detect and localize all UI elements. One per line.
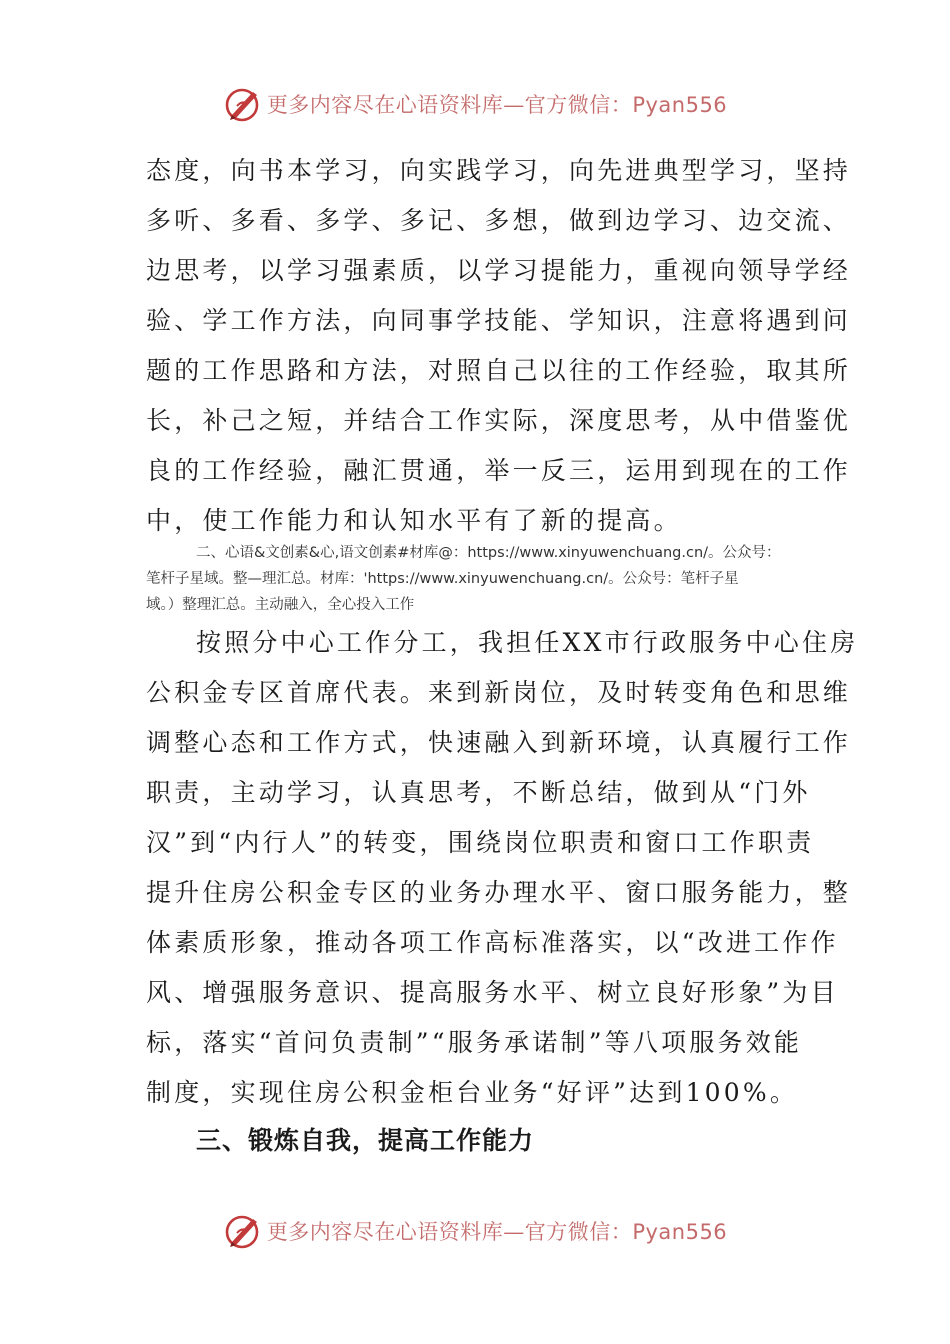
paragraph-line: 风、增强服务意识、提高服务水平、树立良好形象”为目 — [146, 978, 839, 1007]
paragraph-line: 体素质形象，推动各项工作高标准落实，以“改进工作作 — [146, 928, 839, 957]
pen-logo-icon — [223, 84, 263, 124]
footer-watermark — [0, 1209, 950, 1253]
section-2-note — [146, 540, 811, 618]
paragraph-line: 多听、多看、多学、多记、多想，做到边学习、边交流、 — [146, 206, 852, 235]
paragraph-line: 标，落实“首问负责制”“服务承诺制”等八项服务效能 — [146, 1028, 803, 1057]
paragraph-line: 公积金专区首席代表。来到新岗位，及时转变角色和思维 — [146, 678, 852, 707]
note-line: 域。）整理汇总。主动融入，全心投入工作 — [146, 597, 415, 613]
watermark-text: 更多内容尽在心语资料库—官方微信：Pyan556 — [266, 93, 728, 117]
paragraph-1 — [146, 146, 852, 546]
paragraph-2 — [146, 618, 859, 1118]
paragraph-line: 良的工作经验，融汇贯通，举一反三，运用到现在的工作 — [146, 456, 852, 485]
note-line: 笔杆子星域。整—理汇总。材库：'https://www.xinyuwenchuang.cn/。公众号：笔杆子星 — [146, 571, 739, 587]
paragraph-line: 题的工作思路和方法，对照自己以往的工作经验，取其所 — [146, 356, 852, 385]
paragraph-line: 按照分中心工作分工，我担任XX市行政服务中心住房 — [196, 628, 859, 657]
wechat-id: Pyan556 — [632, 93, 728, 117]
paragraph-line: 长，补己之短，并结合工作实际，深度思考，从中借鉴优 — [146, 406, 852, 435]
watermark-text: 更多内容尽在心语资料库—官方微信：Pyan556 — [266, 1220, 728, 1244]
paragraph-line: 汉”到“内行人”的转变，围绕岗位职责和窗口工作职责 — [146, 828, 815, 857]
paragraph-line: 验、学工作方法，向同事学技能、学知识，注意将遇到问 — [146, 306, 852, 335]
paragraph-line: 提升住房公积金专区的业务办理水平、窗口服务能力，整 — [146, 878, 852, 907]
paragraph-line: 中，使工作能力和认知水平有了新的提高。 — [146, 506, 682, 535]
note-line: 二、心语&文创素&心,语文创素#材库@：https://www.xinyuwenchuang.cn/。公众号： — [196, 545, 781, 561]
wechat-id: Pyan556 — [632, 1220, 728, 1244]
paragraph-line: 制度，实现住房公积金柜台业务“好评”达到100%。 — [146, 1078, 799, 1107]
paragraph-line: 态度，向书本学习，向实践学习，向先进典型学习，坚持 — [146, 156, 852, 185]
header-watermark — [0, 82, 950, 126]
section-3-heading: 三、锻炼自我，提高工作能力 — [196, 1126, 535, 1155]
pen-logo-icon — [223, 1211, 263, 1251]
paragraph-line: 职责，主动学习，认真思考，不断总结，做到从“门外 — [146, 778, 811, 807]
paragraph-line: 边思考，以学习强素质，以学习提能力，重视向领导学经 — [146, 256, 852, 285]
paragraph-line: 调整心态和工作方式，快速融入到新环境，认真履行工作 — [146, 728, 852, 757]
